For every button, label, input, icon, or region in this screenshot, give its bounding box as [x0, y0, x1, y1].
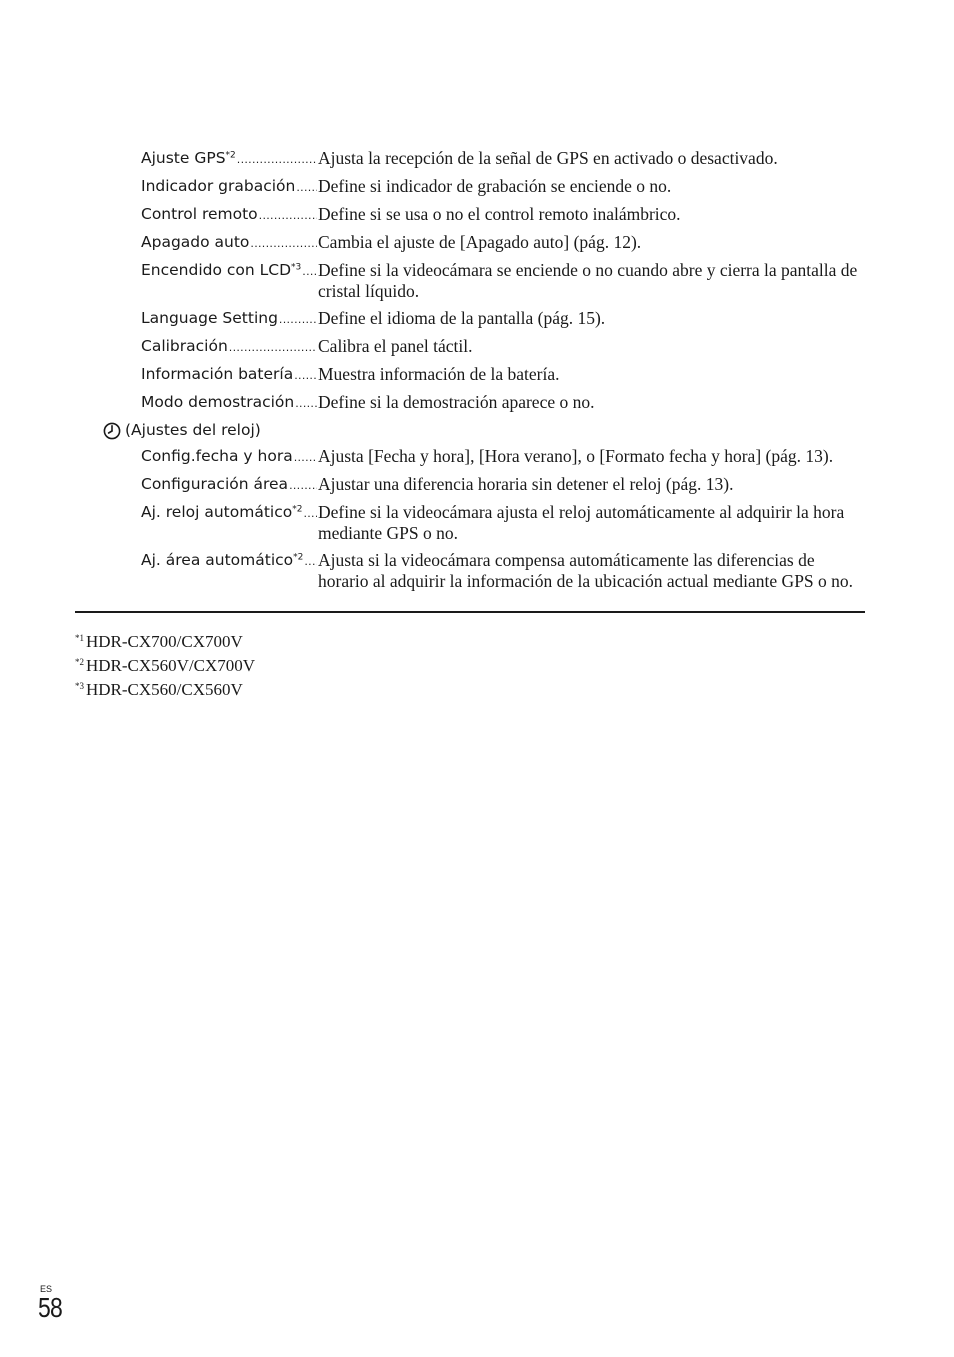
setting-term — [141, 176, 296, 197]
setting-term-wrap — [141, 204, 317, 226]
setting-description: Muestra información de la batería. — [318, 364, 560, 384]
setting-term-text: Configuración área — [141, 475, 289, 493]
setting-term-wrap — [141, 232, 317, 254]
footnote-text: HDR-CX700/CX700V — [86, 632, 243, 651]
setting-term — [141, 392, 295, 413]
setting-description: Define si se usa o no el control remoto inalámbrico. — [318, 204, 681, 224]
setting-description: Ajusta la recepción de la señal de GPS en activado o desactivado. — [318, 148, 778, 168]
dot-leader — [295, 393, 317, 414]
footnote-ref: *2 — [292, 504, 303, 515]
setting-row — [75, 364, 865, 386]
setting-row — [75, 204, 865, 226]
setting-term-text: Indicador grabación — [141, 177, 296, 195]
setting-description: Define si la videocámara ajusta el reloj automáticamente al adquirir la hora mediante GPS o no. — [318, 502, 845, 543]
setting-term-text: Aj. reloj automático — [141, 503, 293, 521]
setting-term-wrap — [141, 550, 317, 572]
footnote-text: HDR-CX560/CX560V — [86, 680, 243, 699]
dot-leader — [294, 365, 317, 386]
setting-term-wrap — [141, 392, 317, 414]
setting-term — [141, 474, 289, 495]
setting-term — [141, 364, 294, 385]
footnote-ref: *2 — [293, 552, 304, 563]
dot-leader — [289, 475, 317, 496]
dot-leader — [279, 309, 317, 330]
dot-leader — [296, 177, 317, 198]
setting-term-wrap — [141, 148, 317, 170]
setting-row — [75, 260, 865, 302]
setting-term-wrap — [141, 502, 317, 524]
clock-icon — [103, 422, 121, 440]
setting-row — [75, 392, 865, 414]
setting-term-text: Ajuste GPS — [141, 149, 226, 167]
dot-leader — [259, 205, 317, 226]
setting-term-wrap — [141, 260, 317, 282]
settings-list — [75, 148, 865, 598]
footnote — [75, 630, 255, 654]
setting-term-wrap — [141, 446, 317, 468]
setting-row — [75, 474, 865, 496]
setting-term-text: Apagado auto — [141, 233, 250, 251]
dot-leader — [229, 337, 317, 358]
setting-row — [75, 148, 865, 170]
footnote-ref: *3 — [291, 262, 302, 273]
setting-term — [141, 308, 279, 329]
setting-term — [141, 232, 250, 253]
setting-row — [75, 176, 865, 198]
section-heading-clock — [103, 420, 865, 441]
footnote-mark: *1 — [75, 632, 84, 643]
setting-term — [141, 204, 259, 225]
setting-term-wrap — [141, 176, 317, 198]
setting-term-text: Modo demostración — [141, 393, 295, 411]
setting-description: Ajustar una diferencia horaria sin detener el reloj (pág. 13). — [318, 474, 734, 494]
setting-row — [75, 502, 865, 544]
settings-items-clock — [75, 446, 865, 592]
horizontal-rule — [75, 611, 865, 613]
setting-term-text: Aj. área automático — [141, 551, 294, 569]
setting-term-text: Language Setting — [141, 309, 278, 327]
footnotes — [75, 630, 255, 702]
dot-leader — [237, 149, 317, 170]
setting-term-wrap — [141, 364, 317, 386]
setting-row — [75, 232, 865, 254]
dot-leader — [304, 551, 317, 572]
setting-term-text: Calibración — [141, 337, 228, 355]
footnote-ref: *2 — [225, 150, 236, 161]
language-code: ES — [40, 1284, 53, 1294]
setting-term-wrap — [141, 308, 317, 330]
setting-term — [141, 446, 294, 467]
setting-description: Define el idioma de la pantalla (pág. 15). — [318, 308, 606, 328]
setting-term — [141, 148, 237, 169]
setting-row — [75, 550, 865, 592]
setting-description: Calibra el panel táctil. — [318, 336, 473, 356]
setting-description: Ajusta si la videocámara compensa automáticamente las diferencias de horario al adquirir la información de la ubicación actual mediante GPS o no. — [318, 550, 854, 591]
dot-leader — [302, 261, 317, 282]
footnote — [75, 654, 255, 678]
setting-description: Ajusta [Fecha y hora], [Hora verano], o [Formato fecha y hora] (pág. 13). — [318, 446, 834, 466]
footnote-mark: *3 — [75, 680, 84, 691]
setting-description: Define si indicador de grabación se enciende o no. — [318, 176, 672, 196]
dot-leader — [250, 233, 317, 254]
section-heading-label: (Ajustes del reloj) — [125, 421, 261, 439]
setting-term-wrap — [141, 336, 317, 358]
setting-term — [141, 336, 229, 357]
setting-term-text: Control remoto — [141, 205, 258, 223]
setting-term-text: Encendido con LCD — [141, 261, 292, 279]
setting-term — [141, 502, 303, 523]
setting-description: Cambia el ajuste de [Apagado auto] (pág. 12). — [318, 232, 642, 252]
setting-description: Define si la demostración aparece o no. — [318, 392, 595, 412]
setting-term-wrap — [141, 474, 317, 496]
setting-description: Define si la videocámara se enciende o no cuando abre y cierra la pantalla de cristal líquido. — [318, 260, 858, 301]
footnote — [75, 678, 255, 702]
settings-items-general — [75, 148, 865, 414]
setting-term-text: Config.fecha y hora — [141, 447, 293, 465]
setting-row — [75, 308, 865, 330]
dot-leader — [294, 447, 317, 468]
setting-term — [141, 260, 302, 281]
footnote-text: HDR-CX560V/CX700V — [86, 656, 256, 675]
setting-term-text: Información batería — [141, 365, 294, 383]
footnote-mark: *2 — [75, 656, 84, 667]
setting-term — [141, 550, 304, 571]
setting-row — [75, 336, 865, 358]
setting-row — [75, 446, 865, 468]
dot-leader — [303, 503, 317, 524]
page-number: 58 — [38, 1292, 62, 1323]
